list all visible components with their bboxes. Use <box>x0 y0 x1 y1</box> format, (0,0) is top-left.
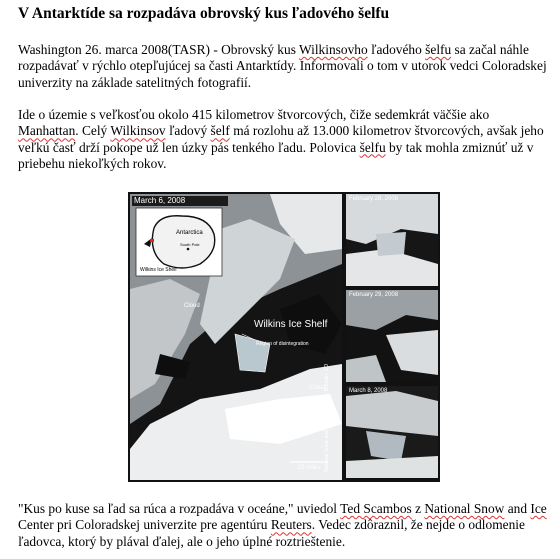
org-name: National Snow <box>424 501 505 516</box>
person-name: Ted Scambos <box>340 501 412 516</box>
text-run: . Vedec zdôraznil, že nejde o odlomenie ľadovca, ktorý by plával ďalej, ale o jeho úplné roztrieštenie. <box>18 517 525 549</box>
article-title: V Antarktíde sa rozpadáva obrovský kus ľadového šelfu <box>18 5 390 22</box>
side-image-feb28 <box>346 194 438 286</box>
text-run: Ide o územie s veľkosťou okolo 415 kilometrov štvorcových, čiže sedemkrát väčšie ako <box>18 107 490 122</box>
side-scene-3 <box>346 386 438 478</box>
agency-name: Reuters <box>270 517 312 533</box>
side-scene-2 <box>346 290 438 382</box>
org-name: Ice <box>530 501 547 516</box>
place-name: Manhattan <box>18 123 76 139</box>
main-date-label: March 6, 2008 <box>134 196 186 205</box>
side-image-feb29 <box>346 290 438 382</box>
text-run: ľadový <box>165 123 211 139</box>
region-label: Region of disintegration <box>256 341 309 347</box>
text-run: sa začal náhle rozpadávať v rýchlo otepľujúcej sa časti Antarktídy. Informovali o tom v utorok vedci Coloradskej univerzity na základe satelitných fotografií. <box>18 42 547 90</box>
proper-name: Wilkinsovho <box>299 42 368 57</box>
satellite-figure <box>128 192 440 482</box>
satellite-scene <box>130 194 342 480</box>
text-run: ľadového <box>367 42 426 57</box>
paragraph-intro <box>18 42 548 91</box>
scale-label: 25 miles <box>298 465 321 471</box>
proper-name: Wilkinsov <box>110 123 166 139</box>
text-run: . Celý <box>75 123 111 139</box>
inset-title: Antarctica <box>176 230 203 236</box>
inset-caption: Wilkins Ice Shelf <box>140 267 177 273</box>
term: šelf <box>210 123 230 139</box>
text-run: Washington 26. marca 2008(TASR) - Obrovský kus <box>18 42 300 57</box>
paragraph-quote <box>18 501 548 550</box>
inset-pole-label: South Pole <box>180 242 200 247</box>
text-run: by tak mohla zmiznúť už v priebehu niekoľkých rokov. <box>18 139 534 171</box>
side-image-mar8 <box>346 386 438 478</box>
term: šelfu <box>359 139 386 155</box>
paragraph-area <box>18 107 548 172</box>
text-run: Center pri Coloradskej univerzite pre agentúru <box>18 517 271 533</box>
side-date-1: February 28, 2008 <box>349 196 399 202</box>
main-satellite-image <box>130 194 342 480</box>
cloud-label-left: Cloud <box>184 303 200 309</box>
side-date-2: February 29, 2008 <box>349 292 399 298</box>
text-run: má rozlohu až 13.000 kilometrov štvorcových, avšak jeho veľkú časť drží pokope už len úzky pás tenkého ľadu. Polovica <box>18 123 544 155</box>
side-date-3: March 8, 2008 <box>349 388 388 394</box>
image-credit: National Snow and Ice Data Center, Boulder, CO <box>324 363 330 472</box>
side-scene-1 <box>346 194 438 286</box>
shelf-label: Wilkins Ice Shelf <box>254 319 328 330</box>
term: šelfu <box>425 42 452 57</box>
text-run: and <box>504 501 531 516</box>
cloud-label-right: Cloud <box>310 385 326 391</box>
text-run: "Kus po kuse sa ľad sa rúca a rozpadáva v oceáne," uviedol <box>18 501 341 516</box>
text-run: z <box>411 501 425 516</box>
